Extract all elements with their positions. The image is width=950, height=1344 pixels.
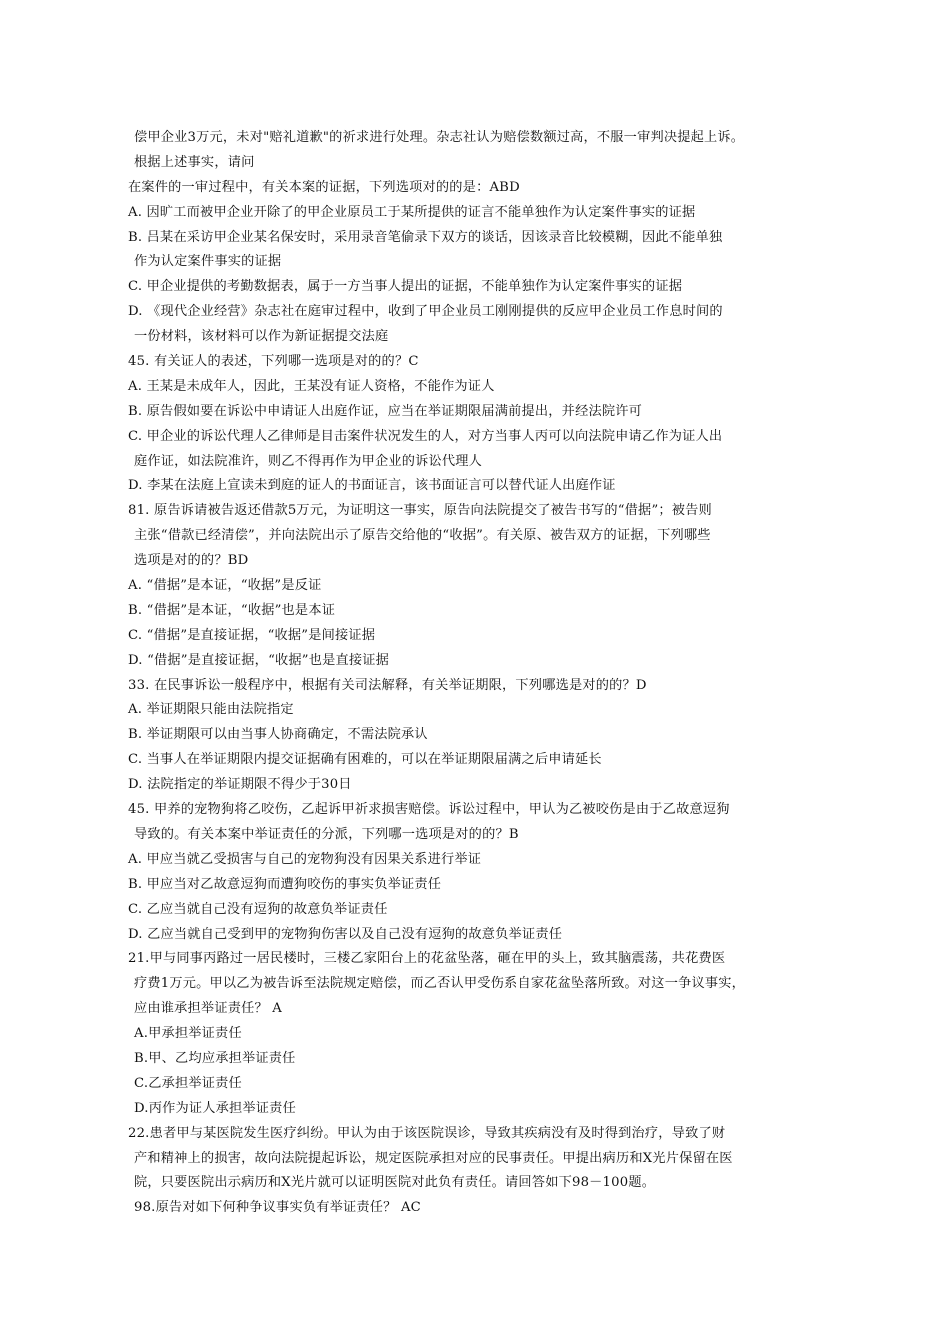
text-line: 产和精神上的损害，故向法院提起诉讼，规定医院承担对应的民事责任。甲提出病历和X光片保留在医 <box>134 1150 733 1166</box>
text-line: 疗费1万元。甲以乙为被告诉至法院规定赔偿，而乙否认甲受伤系自家花盆坠落所致。对这一争议事实， <box>134 976 746 992</box>
text-line: A. “借据”是本证，“收据”是反证 <box>128 578 322 594</box>
text-line: 33. 在民事诉讼一般程序中，根据有关司法解释，有关举证期限，下列哪选是对的的？D <box>128 677 647 693</box>
document-body <box>128 126 928 1221</box>
text-line: C. 乙应当就自己没有逗狗的故意负举证责任 <box>128 901 388 917</box>
text-line: C.乙承担举证责任 <box>134 1075 242 1091</box>
text-line: 应由谁承担举证责任？ A <box>134 1001 282 1017</box>
text-line: A. 甲应当就乙受损害与自己的宠物狗没有因果关系进行举证 <box>128 851 482 867</box>
text-line: 一份材料，该材料可以作为新证据提交法庭 <box>134 329 389 345</box>
text-line: D. 法院指定的举证期限不得少于30日 <box>128 777 352 793</box>
text-line: A.甲承担举证责任 <box>134 1026 242 1042</box>
text-line: 作为认定案件事实的证据 <box>134 254 282 270</box>
text-line: D. 乙应当就自己受到甲的宠物狗伤害以及自己没有逗狗的故意负举证责任 <box>128 926 563 942</box>
text-line: D. “借据”是直接证据，“收据”也是直接证据 <box>128 652 390 668</box>
text-line: 81. 原告诉请被告返还借款5万元，为证明这一事实，原告向法院提交了被告书写的“借据”；被告则 <box>128 503 712 519</box>
text-line: 选项是对的的？BD <box>134 553 249 569</box>
text-line: C. 甲企业提供的考勤数据表，属于一方当事人提出的证据，不能单独作为认定案件事实的证据 <box>128 279 683 295</box>
text-line: C. “借据”是直接证据，“收据”是间接证据 <box>128 627 376 643</box>
text-line: D.丙作为证人承担举证责任 <box>134 1100 296 1116</box>
text-line: A. 举证期限只能由法院指定 <box>128 702 294 718</box>
text-line: 主张“借款已经清偿”，并向法院出示了原告交给他的“收据”。有关原、被告双方的证据，下列哪些 <box>134 528 711 544</box>
text-line: B. 举证期限可以由当事人协商确定，不需法院承认 <box>128 727 428 743</box>
text-line: B. 吕某在采访甲企业某名保安时，采用录音笔偷录下双方的谈话，因该录音比较模糊，因此不能单独 <box>128 229 723 245</box>
text-line: D. 李某在法庭上宣读未到庭的证人的书面证言，该书面证言可以替代证人出庭作证 <box>128 478 616 494</box>
text-line: 22.患者甲与某医院发生医疗纠纷。甲认为由于该医院误诊，导致其疾病没有及时得到治疗，导致了财 <box>128 1125 726 1141</box>
text-line: 庭作证，如法院准许，则乙不得再作为甲企业的诉讼代理人 <box>134 453 483 469</box>
text-line: 偿甲企业3万元，未对"赔礼道歉"的祈求进行处理。杂志社认为赔偿数额过高，不服一审判决提起上诉。 <box>134 130 745 145</box>
text-line: B.甲、乙均应承担举证责任 <box>134 1050 296 1066</box>
text-line: A. 王某是未成年人，因此，王某没有证人资格，不能作为证人 <box>128 378 495 394</box>
text-line: 导致的。有关本案中举证责任的分派，下列哪一选项是对的的？B <box>134 826 519 842</box>
text-line: B. 原告假如要在诉讼中申请证人出庭作证，应当在举证期限届满前提出，并经法院许可 <box>128 403 643 419</box>
text-line: 45. 甲养的宠物狗将乙咬伤，乙起诉甲祈求损害赔偿。诉讼过程中，甲认为乙被咬伤是由于乙故意逗狗 <box>128 802 730 818</box>
text-line: 98.原告对如下何种争议事实负有举证责任？ AC <box>134 1200 421 1216</box>
text-line: C. 甲企业的诉讼代理人乙律师是目击案件状况发生的人，对方当事人丙可以向法院申请乙作为证人出 <box>128 428 723 444</box>
text-line: D. 《现代企业经营》杂志社在庭审过程中，收到了甲企业员工刚刚提供的反应甲企业员工作息时间的 <box>128 304 723 320</box>
text-line: A. 因旷工而被甲企业开除了的甲企业原员工于某所提供的证言不能单独作为认定案件事实的证据 <box>128 204 696 220</box>
text-line: 根据上述事实，请问 <box>134 154 255 170</box>
text-line: B. 甲应当对乙故意逗狗而遭狗咬伤的事实负举证责任 <box>128 876 442 892</box>
text-line: 在案件的一审过程中，有关本案的证据，下列选项对的的是：ABD <box>128 179 520 195</box>
text-line: C. 当事人在举证期限内提交证据确有困难的，可以在举证期限届满之后申请延长 <box>128 752 602 768</box>
text-line: B. “借据”是本证，“收据”也是本证 <box>128 602 336 618</box>
text-line: 45. 有关证人的表述，下列哪一选项是对的的？C <box>128 354 419 370</box>
text-line: 院，只要医院出示病历和X光片就可以证明医院对此负有责任。请回答如下98－100题。 <box>134 1175 656 1191</box>
text-line: 21.甲与同事丙路过一居民楼时，三楼乙家阳台上的花盆坠落，砸在甲的头上，致其脑震荡，共花费医 <box>128 951 726 967</box>
